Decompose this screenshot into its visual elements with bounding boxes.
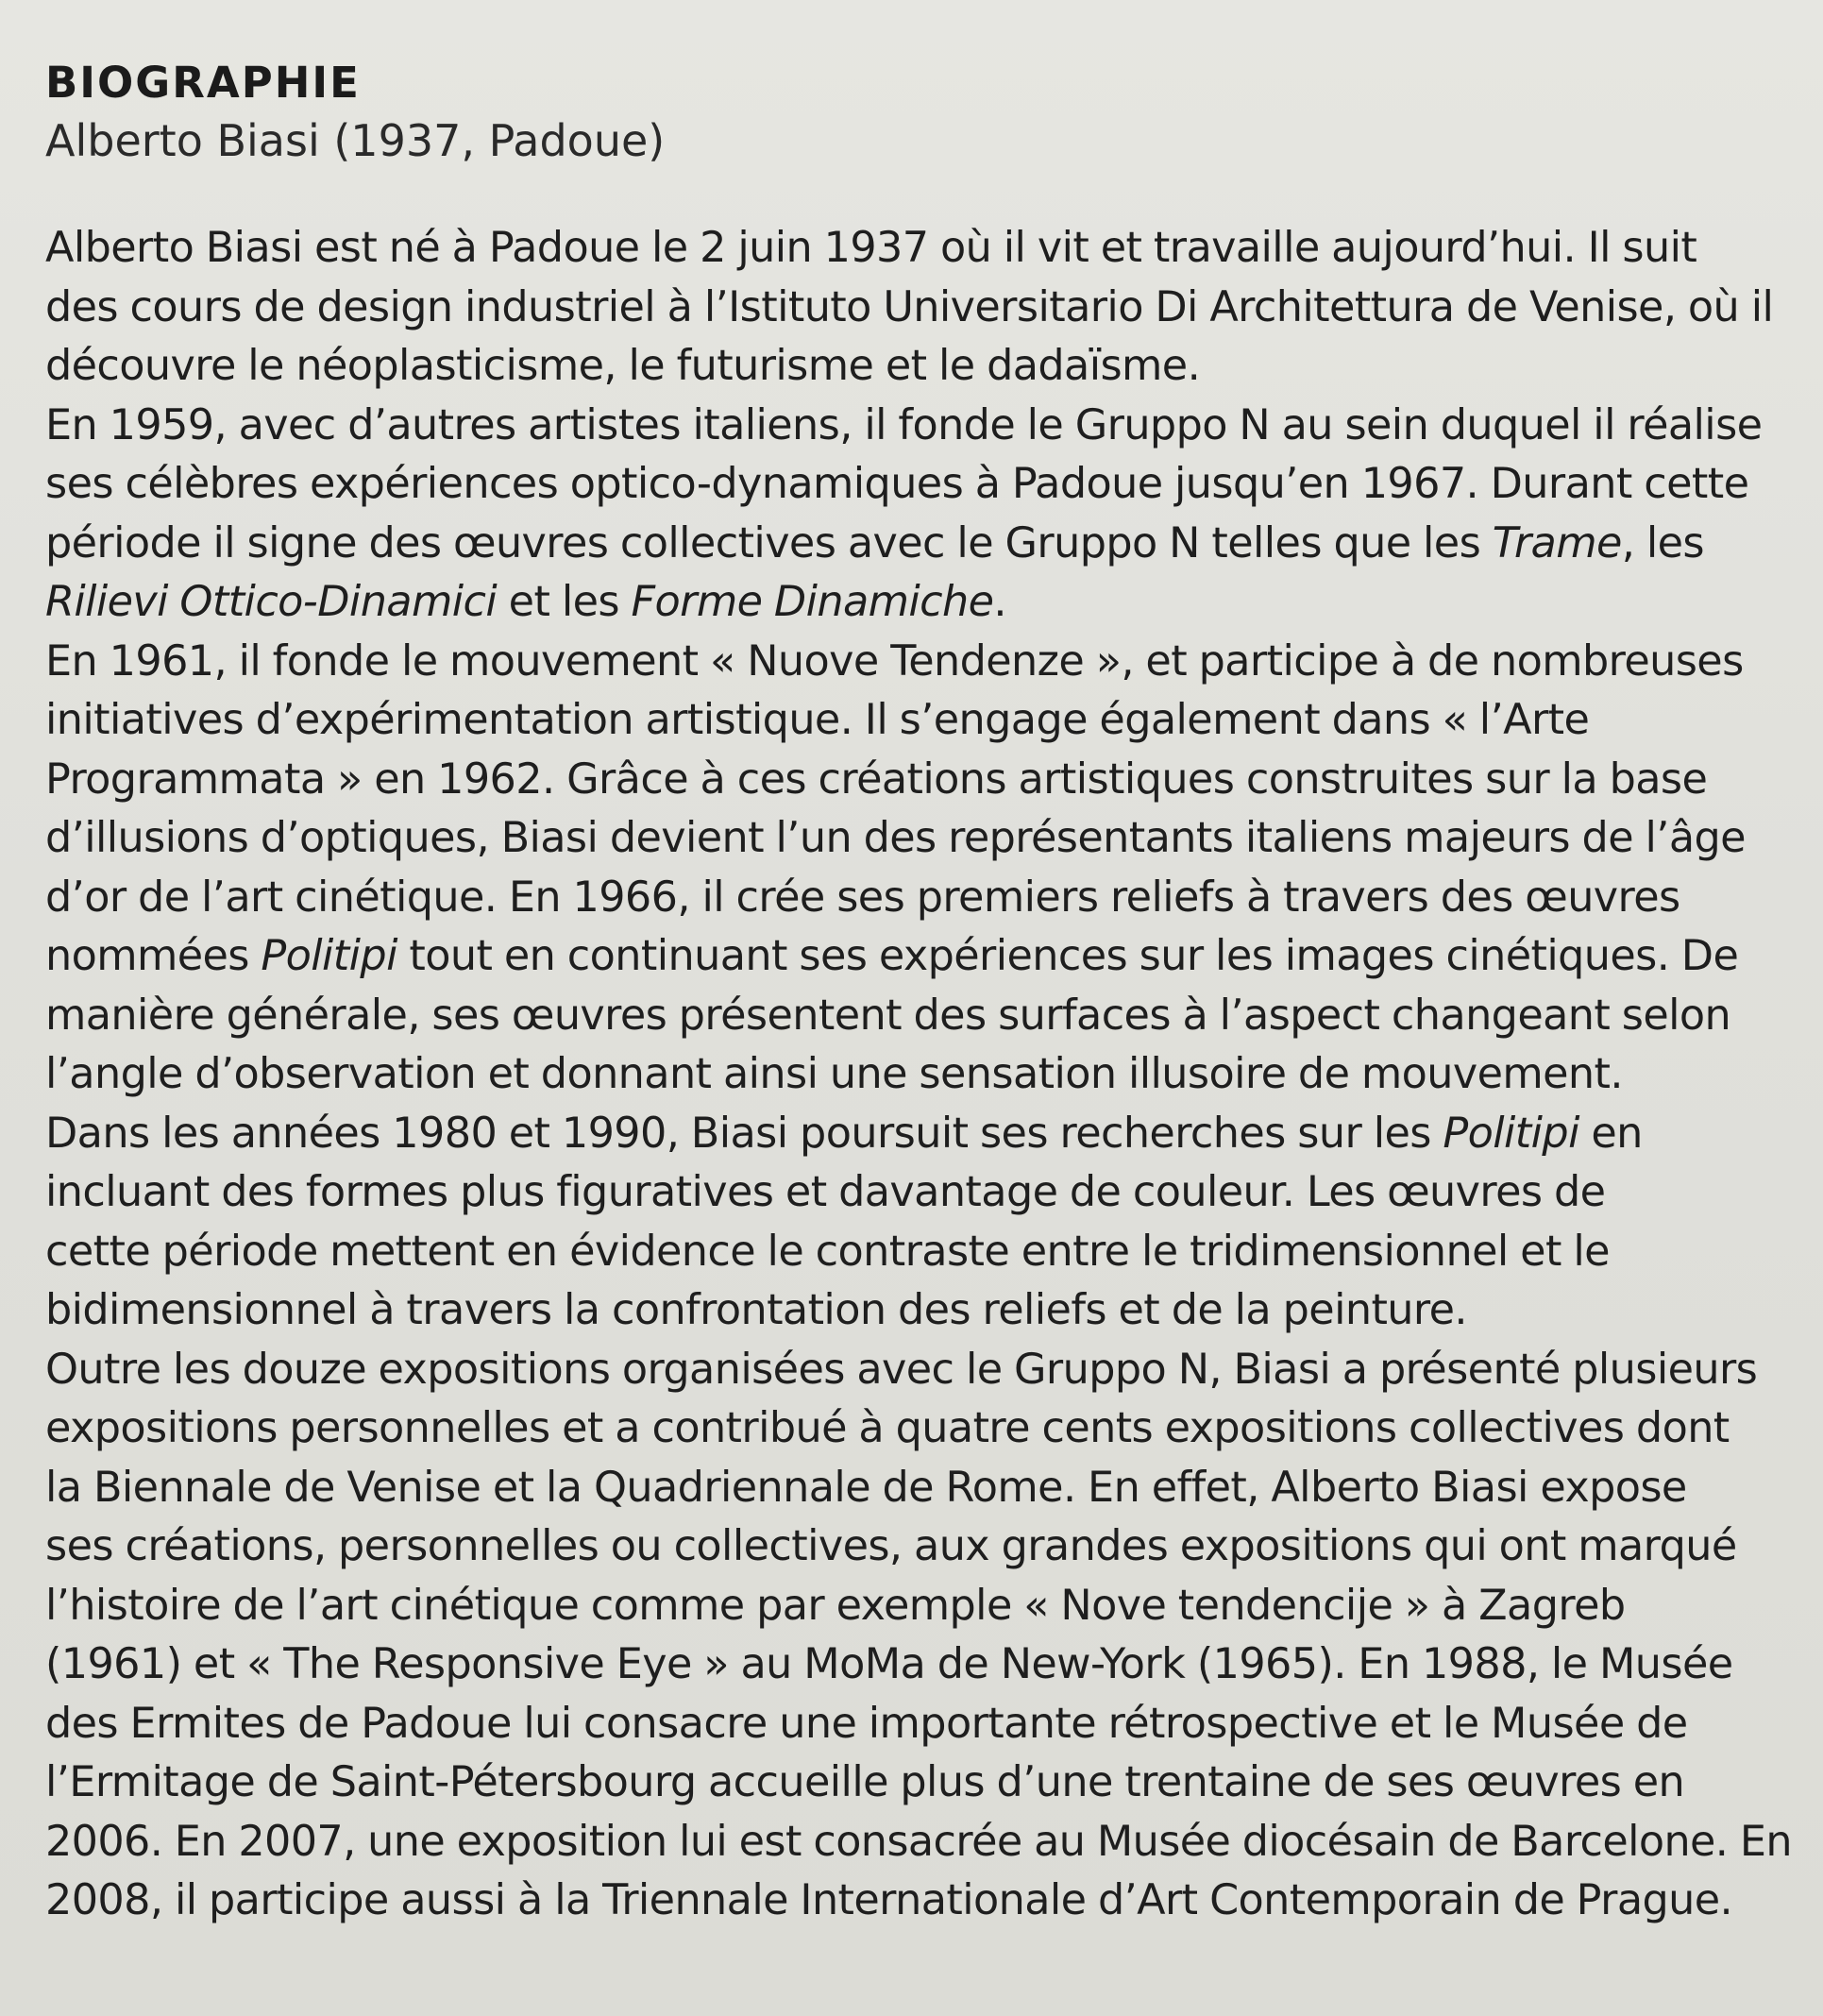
text-line: (1961) et « The Responsive Eye » au MoMa de New-York (1965). En 1988, le Musée (45, 1640, 1733, 1688)
text-line: cette période mettent en évidence le contraste entre le tridimensionnel et le (45, 1227, 1610, 1276)
text-line: l’histoire de l’art cinétique comme par exemple « Nove tendencije » à Zagreb (45, 1581, 1626, 1630)
text-line: bidimensionnel à travers la confrontation des reliefs et de la peinture. (45, 1286, 1467, 1334)
work-title-forme: Forme Dinamiche (631, 578, 994, 626)
text-line: la Biennale de Venise et la Quadriennale de Rome. En effet, Alberto Biasi expose (45, 1463, 1687, 1512)
text-line: ses célèbres expériences optico-dynamiques à Padoue jusqu’en 1967. Durant cette (45, 460, 1749, 508)
text-run: et les (497, 578, 632, 626)
work-title-rilievi: Rilievi Ottico-Dinamici (45, 578, 498, 626)
text-line: Programmata » en 1962. Grâce à ces créations artistiques construites sur la base (45, 754, 1708, 804)
text-run: tout en continuant ses expériences sur les images cinétiques. De (397, 932, 1739, 980)
text-run: , les (1621, 518, 1704, 568)
text-line (45, 927, 1792, 987)
text-line: des Ermites de Padoue lui consacre une importante rétrospective et le Musée de (45, 1699, 1688, 1748)
text-line: incluant des formes plus figuratives et davantage de couleur. Les œuvres de (45, 1168, 1606, 1216)
text-line: d’illusions d’optiques, Biasi devient l’un des représentants italiens majeurs de l’âge (45, 814, 1746, 862)
text-line: des cours de design industriel à l’Istituto Universitario Di Architettura de Venise, où il (45, 282, 1774, 331)
paragraph-gruppo-n (45, 397, 1792, 633)
text-line: 2008, il participe aussi à la Triennale Internationale d’Art Contemporain de Prague. (45, 1876, 1733, 1924)
paragraph-exhibitions (45, 1341, 1792, 1931)
text-line: l’angle d’observation et donnant ainsi une sensation illusoire de mouvement. (45, 1050, 1623, 1098)
text-line: En 1959, avec d’autres artistes italiens, il fonde le Gruppo N au sein duquel il réalise (45, 400, 1763, 449)
text-line: d’or de l’art cinétique. En 1966, il crée ses premiers reliefs à travers des œuvres (45, 872, 1680, 922)
section-heading: BIOGRAPHIE (45, 58, 361, 108)
text-line: manière générale, ses œuvres présentent des surfaces à l’aspect changeant selon (45, 991, 1731, 1040)
text-line (45, 515, 1792, 574)
work-title-trame: Trame (1492, 518, 1622, 568)
text-line: Alberto Biasi est né à Padoue le 2 juin 1937 où il vit et travaille aujourd’hui. Il suit (45, 224, 1697, 272)
paragraph-1980s (45, 1105, 1792, 1341)
text-line (45, 573, 1792, 633)
work-title-politipi: Politipi (261, 932, 397, 980)
text-run: nommées (45, 932, 262, 980)
work-title-politipi: Politipi (1443, 1109, 1579, 1158)
paragraph-birth (45, 219, 1792, 397)
text-line: ses créations, personnelles ou collectives, aux grandes expositions qui ont marqué (45, 1522, 1737, 1570)
text-run: . (993, 578, 1006, 626)
artist-subheading: Alberto Biasi (1937, Padoue) (45, 115, 666, 166)
text-line: 2006. En 2007, une exposition lui est consacrée au Musée diocésain de Barcelone. En (45, 1817, 1792, 1866)
text-line: initiatives d’expérimentation artistique. Il s’engage également dans « l’Arte (45, 696, 1590, 744)
text-run: en (1578, 1109, 1643, 1158)
text-line: Outre les douze expositions organisées avec le Gruppo N, Biasi a présenté plusieurs (45, 1345, 1758, 1394)
text-line: découvre le néoplasticisme, le futurisme et le dadaïsme. (45, 342, 1201, 390)
text-line: l’Ermitage de Saint-Pétersbourg accueille plus d’une trentaine de ses œuvres en (45, 1758, 1685, 1806)
paragraph-nuove-tendenze (45, 633, 1792, 1105)
text-line: En 1961, il fonde le mouvement « Nuove Tendenze », et participe à de nombreuses (45, 636, 1744, 686)
text-line (45, 1105, 1792, 1164)
text-run: période il signe des œuvres collectives avec le Gruppo N telles que les (45, 518, 1493, 568)
text-run: Dans les années 1980 et 1990, Biasi poursuit ses recherches sur les (45, 1109, 1443, 1158)
text-line: expositions personnelles et a contribué à quatre cents expositions collectives dont (45, 1404, 1730, 1452)
biography-text (45, 219, 1792, 1931)
